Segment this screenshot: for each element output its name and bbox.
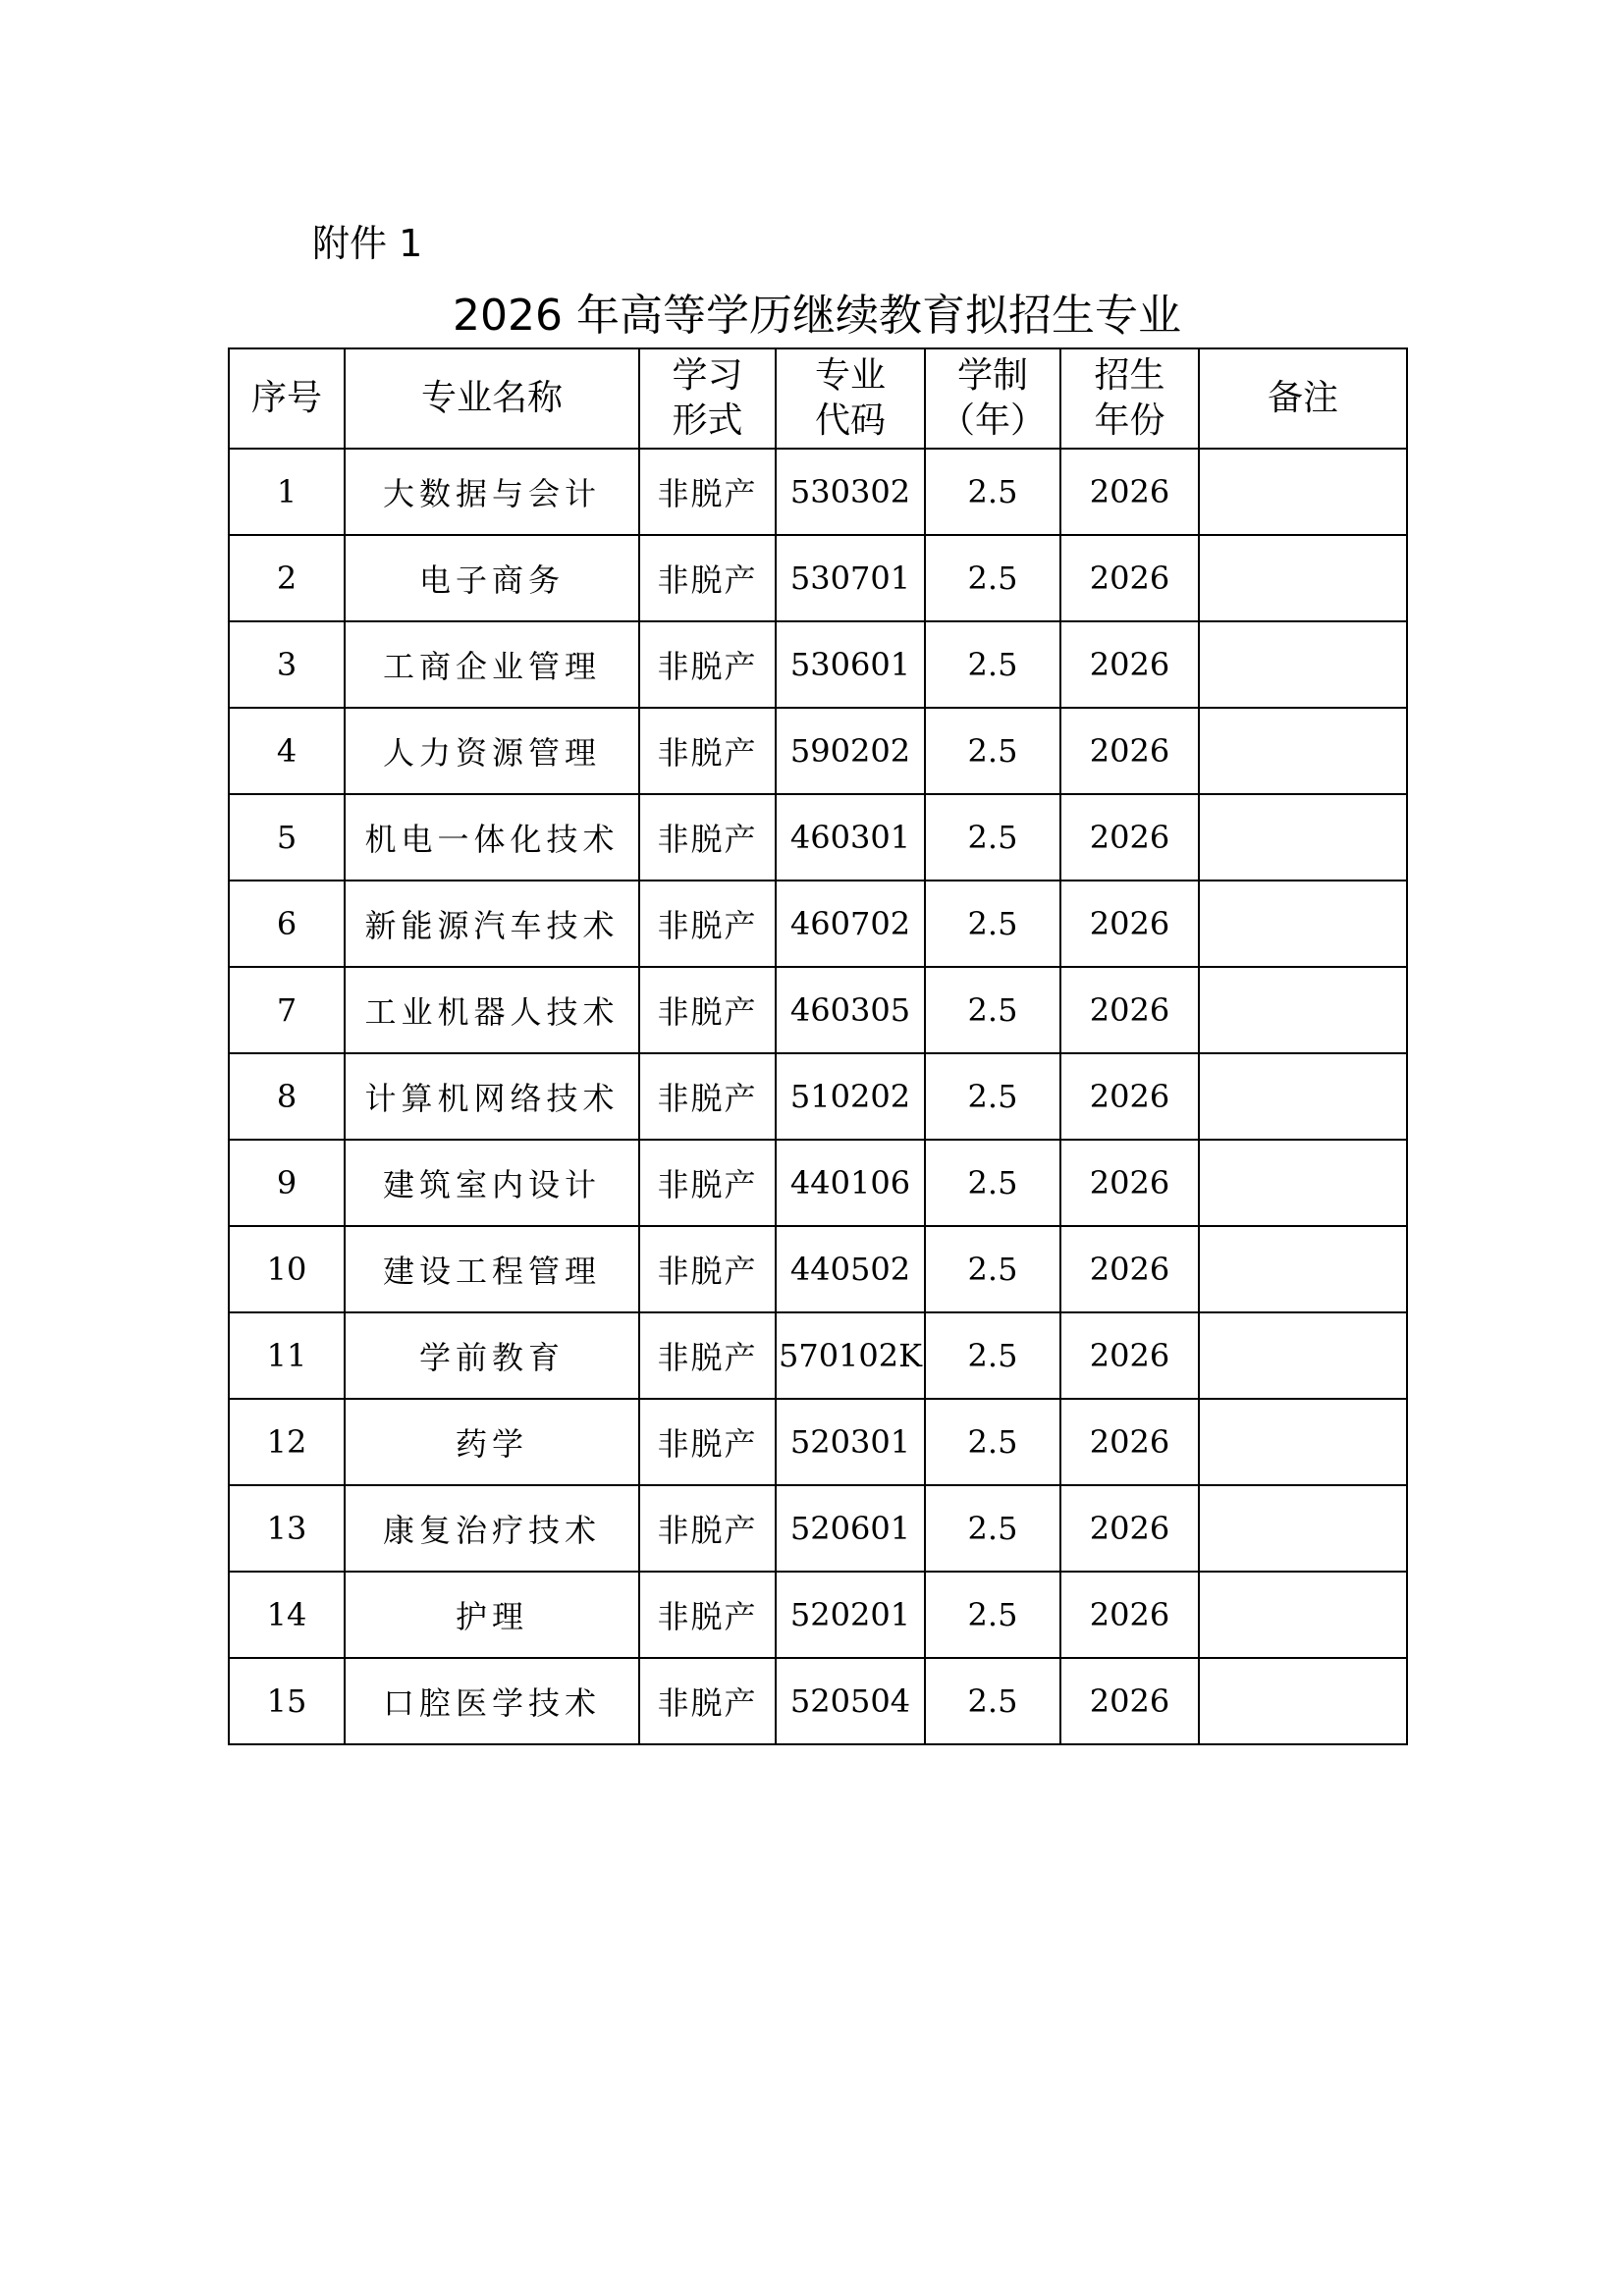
cell-major-name: 电子商务 <box>345 535 639 621</box>
cell-major-code: 440106 <box>776 1140 925 1226</box>
cell-no: 11 <box>229 1312 345 1399</box>
cell-note <box>1199 449 1407 535</box>
cell-study-mode: 非脱产 <box>639 1485 776 1572</box>
cell-study-mode: 非脱产 <box>639 1658 776 1744</box>
cell-no: 14 <box>229 1572 345 1658</box>
cell-duration: 2.5 <box>925 1140 1060 1226</box>
cell-enroll-year: 2026 <box>1060 1312 1199 1399</box>
table-row <box>229 881 1407 967</box>
cell-duration: 2.5 <box>925 708 1060 794</box>
cell-note <box>1199 1658 1407 1744</box>
cell-major-code: 530601 <box>776 621 925 708</box>
cell-note <box>1199 794 1407 881</box>
header-study-mode <box>639 348 776 449</box>
cell-enroll-year: 2026 <box>1060 967 1199 1053</box>
cell-duration: 2.5 <box>925 449 1060 535</box>
table-row <box>229 1399 1407 1485</box>
cell-major-code: 530302 <box>776 449 925 535</box>
cell-note <box>1199 1226 1407 1312</box>
table-row <box>229 1140 1407 1226</box>
cell-enroll-year: 2026 <box>1060 1658 1199 1744</box>
header-study-mode-line: 学习 <box>672 355 743 396</box>
cell-major-name: 康复治疗技术 <box>345 1485 639 1572</box>
cell-note <box>1199 708 1407 794</box>
cell-enroll-year: 2026 <box>1060 1485 1199 1572</box>
header-no-line: 序号 <box>250 378 322 418</box>
header-major-name-line: 专业名称 <box>420 378 563 418</box>
cell-duration: 2.5 <box>925 794 1060 881</box>
majors-table <box>228 347 1408 1745</box>
cell-major-code: 460301 <box>776 794 925 881</box>
cell-major-code: 590202 <box>776 708 925 794</box>
header-major-code <box>776 348 925 449</box>
cell-duration: 2.5 <box>925 1658 1060 1744</box>
cell-study-mode: 非脱产 <box>639 1053 776 1140</box>
cell-no: 3 <box>229 621 345 708</box>
table-row <box>229 1572 1407 1658</box>
cell-major-name: 药学 <box>345 1399 639 1485</box>
cell-enroll-year: 2026 <box>1060 1572 1199 1658</box>
cell-enroll-year: 2026 <box>1060 1226 1199 1312</box>
header-duration-line: （年） <box>939 400 1046 441</box>
header-major-name <box>345 348 639 449</box>
cell-major-code: 460305 <box>776 967 925 1053</box>
cell-duration: 2.5 <box>925 1399 1060 1485</box>
header-note-line: 备注 <box>1267 378 1338 418</box>
cell-major-name: 学前教育 <box>345 1312 639 1399</box>
cell-duration: 2.5 <box>925 967 1060 1053</box>
cell-major-name: 大数据与会计 <box>345 449 639 535</box>
cell-duration: 2.5 <box>925 535 1060 621</box>
cell-no: 12 <box>229 1399 345 1485</box>
cell-study-mode: 非脱产 <box>639 1226 776 1312</box>
cell-duration: 2.5 <box>925 1572 1060 1658</box>
cell-note <box>1199 1485 1407 1572</box>
table-header <box>229 348 1407 449</box>
cell-major-name: 计算机网络技术 <box>345 1053 639 1140</box>
cell-enroll-year: 2026 <box>1060 1053 1199 1140</box>
cell-study-mode: 非脱产 <box>639 1140 776 1226</box>
header-duration <box>925 348 1060 449</box>
header-row <box>229 348 1407 449</box>
cell-no: 10 <box>229 1226 345 1312</box>
cell-duration: 2.5 <box>925 1485 1060 1572</box>
cell-major-name: 工商企业管理 <box>345 621 639 708</box>
cell-no: 2 <box>229 535 345 621</box>
cell-duration: 2.5 <box>925 621 1060 708</box>
cell-no: 8 <box>229 1053 345 1140</box>
cell-note <box>1199 1312 1407 1399</box>
table-row <box>229 535 1407 621</box>
cell-note <box>1199 1140 1407 1226</box>
cell-duration: 2.5 <box>925 1312 1060 1399</box>
cell-major-name: 工业机器人技术 <box>345 967 639 1053</box>
cell-major-code: 570102K <box>776 1312 925 1399</box>
table-row <box>229 1226 1407 1312</box>
table-body <box>229 449 1407 1744</box>
cell-no: 15 <box>229 1658 345 1744</box>
cell-study-mode: 非脱产 <box>639 535 776 621</box>
table-row <box>229 1658 1407 1744</box>
table-row <box>229 1312 1407 1399</box>
cell-duration: 2.5 <box>925 1226 1060 1312</box>
cell-major-name: 人力资源管理 <box>345 708 639 794</box>
table-row <box>229 449 1407 535</box>
cell-no: 7 <box>229 967 345 1053</box>
document-title: 2026 年高等学历继续教育拟招生专业 <box>453 291 1181 341</box>
cell-major-name: 护理 <box>345 1572 639 1658</box>
cell-enroll-year: 2026 <box>1060 1140 1199 1226</box>
table-row <box>229 621 1407 708</box>
cell-duration: 2.5 <box>925 1053 1060 1140</box>
cell-study-mode: 非脱产 <box>639 1312 776 1399</box>
table-row <box>229 967 1407 1053</box>
cell-enroll-year: 2026 <box>1060 881 1199 967</box>
cell-enroll-year: 2026 <box>1060 794 1199 881</box>
header-no <box>229 348 345 449</box>
cell-enroll-year: 2026 <box>1060 708 1199 794</box>
table-row <box>229 1485 1407 1572</box>
cell-major-code: 530701 <box>776 535 925 621</box>
cell-study-mode: 非脱产 <box>639 967 776 1053</box>
attachment-label: 附件 1 <box>312 222 423 265</box>
cell-major-code: 510202 <box>776 1053 925 1140</box>
cell-major-code: 520601 <box>776 1485 925 1572</box>
cell-major-name: 建设工程管理 <box>345 1226 639 1312</box>
cell-major-name: 口腔医学技术 <box>345 1658 639 1744</box>
cell-enroll-year: 2026 <box>1060 621 1199 708</box>
header-duration-line: 学制 <box>956 355 1028 396</box>
table-row <box>229 794 1407 881</box>
cell-no: 5 <box>229 794 345 881</box>
cell-note <box>1199 621 1407 708</box>
header-study-mode-line: 形式 <box>672 400 743 441</box>
cell-major-name: 机电一体化技术 <box>345 794 639 881</box>
cell-duration: 2.5 <box>925 881 1060 967</box>
cell-major-name: 建筑室内设计 <box>345 1140 639 1226</box>
cell-study-mode: 非脱产 <box>639 708 776 794</box>
cell-note <box>1199 1572 1407 1658</box>
header-enroll-year-line: 年份 <box>1094 400 1165 441</box>
header-major-code-line: 代码 <box>814 400 886 441</box>
cell-study-mode: 非脱产 <box>639 1572 776 1658</box>
cell-enroll-year: 2026 <box>1060 535 1199 621</box>
cell-no: 1 <box>229 449 345 535</box>
cell-study-mode: 非脱产 <box>639 881 776 967</box>
table-row <box>229 1053 1407 1140</box>
cell-note <box>1199 1399 1407 1485</box>
cell-enroll-year: 2026 <box>1060 1399 1199 1485</box>
cell-major-code: 520504 <box>776 1658 925 1744</box>
cell-study-mode: 非脱产 <box>639 1399 776 1485</box>
cell-major-code: 520201 <box>776 1572 925 1658</box>
cell-study-mode: 非脱产 <box>639 794 776 881</box>
cell-enroll-year: 2026 <box>1060 449 1199 535</box>
cell-no: 9 <box>229 1140 345 1226</box>
cell-major-code: 520301 <box>776 1399 925 1485</box>
header-enroll-year-line: 招生 <box>1094 355 1165 396</box>
cell-study-mode: 非脱产 <box>639 621 776 708</box>
cell-note <box>1199 881 1407 967</box>
cell-major-code: 440502 <box>776 1226 925 1312</box>
cell-no: 13 <box>229 1485 345 1572</box>
header-enroll-year <box>1060 348 1199 449</box>
cell-major-code: 460702 <box>776 881 925 967</box>
cell-note <box>1199 1053 1407 1140</box>
cell-no: 6 <box>229 881 345 967</box>
cell-note <box>1199 967 1407 1053</box>
header-note <box>1199 348 1407 449</box>
cell-study-mode: 非脱产 <box>639 449 776 535</box>
cell-major-name: 新能源汽车技术 <box>345 881 639 967</box>
table-row <box>229 708 1407 794</box>
cell-no: 4 <box>229 708 345 794</box>
cell-note <box>1199 535 1407 621</box>
header-major-code-line: 专业 <box>814 355 886 396</box>
